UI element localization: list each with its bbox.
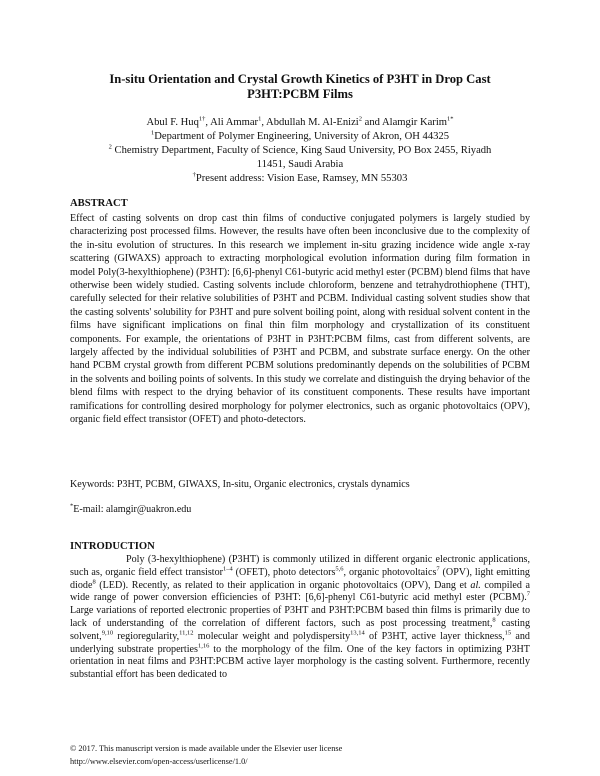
citation: 11,12 <box>179 629 194 637</box>
affiliation-1: $^1$Department of Polymer Engineering, University of Akron, OH 44325 <box>150 129 450 142</box>
abstract-body: Effect of casting solvents on drop cast thin films of conductive conjugated polymers is largely studied by characterizing post processed films. However, the results have often been inconclusive due to the complexity of the in-situ evolution of structures. In this research we implement in-situ grazing incidence wide angle x-ray scattering (GIWAXS) approach to extracting morphological evolution information during film formation in model Poly(3-hexylthiophene) (P3HT): [6,6]-phenyl C61-butyric acid methyl ester (PCBM) blend films that have otherwise been widely studied. Casting solvents include chloroform, benzene and tetrahydrothiophene (THT), carefully selected for their relative solubilities of P3HT and PCBM. Individual casting solvent studies show that the casting solvents' solubility for P3HT and pure solvent boiling point, along with residual solvent content in the films have significant implications on final thin film morphology and crystallization of its constituent components. For example, the orientations of P3HT in P3HT:PCBM films, cast from different solvents, are largely affected by the individual solubilities of P3HT and PCBM, and substrate surface energy. On the other hand PCBM crystal growth from different PCBM solutions predominantly depends on the solubilities of PCBM in the solvents and boiling points of solvents. In this study we correlate and distinguish the drying behavior of the blend films with respect to the drying behavior of its constituent components. These results have important ramifications for controlling desired morphology for polymer electronics, such as organic photovoltaics (OPV), organic field effect transistor (OFET) and photo-detectors. <box>70 213 531 426</box>
author-name: Abdullah M. Al-Enizi <box>266 117 359 128</box>
license-text: © 2017. This manuscript version is made available under the Elsevier user license <box>70 744 343 753</box>
author-marker: 1 <box>258 115 262 123</box>
citation: 7 <box>526 591 530 599</box>
affiliation-marker: 1 <box>150 129 155 137</box>
title-line-2: P3HT:PCBM Films <box>247 87 353 101</box>
citation: 7 <box>436 565 440 573</box>
email-text: E-mail: alamgir@uakron.edu <box>73 504 192 515</box>
abstract-heading: ABSTRACT <box>70 198 128 209</box>
email-marker: * <box>70 502 74 510</box>
corresponding-email <box>70 503 530 516</box>
citation: 8 <box>492 616 496 624</box>
title-line-1: In-situ Orientation and Crystal Growth Kinetics of P3HT in Drop Cast <box>109 72 491 86</box>
affiliation-marker: † <box>192 171 196 179</box>
author-marker: 2 <box>358 115 362 123</box>
citation: 8 <box>92 578 96 586</box>
affiliation-2: $^2$ Chemistry Department, Faculty of Science, King Saud University, PO Box 2455, Riyadh <box>108 143 492 156</box>
author-list: Abul F. Huq$^{1\dagger}$, Ali Ammar$^1$, Abdullah M. Al-Enizi$^2$ and Alamgir Karim$^{1*}$ <box>146 115 454 128</box>
author-name: Alamgir Karim <box>382 117 448 128</box>
introduction-body: Poly (3-hexylthiophene) (P3HT) is commonly utilized in different organic electronic applications, such as, organic field effect transistor$^{1-4}$ (OFET), photo detectors$^{5,6}$, organic photovoltaics$^7$ (OPV), light emitting diode$^8$ (LED). Recently, as related to their application in organic photovoltaics (OPV), Dang et al. compiled a wide range of power conversion efficiencies of P3HT: [6,6]-phenyl C61-butyric acid methyl ester (PCBM).$^7$ Large variations of reported electronic properties of P3HT and P3HT:PCBM based thin films is primarily due to lack of understanding of the correlation of different factors, such as post processing treatment,$^8$ casting solvent,$^{9,10}$ regioregularity,$^{11,12}$ molecular weight and polydispersity$^{13,14}$ of P3HT, active layer thickness,$^{15}$ and underlying substrate properties$^{1,16}$ to the morphology of the film. One of the key factors in optimizing P3HT orientation in neat films and P3HT:PCBM active layer morphology is the casting solvent. Furthermore, recently substantial effort has been dedicated to <box>70 554 531 681</box>
affiliation-2-cont: 11451, Saudi Arabia <box>256 159 344 170</box>
citation: 5,6 <box>335 565 344 573</box>
citation: 1,16 <box>197 642 210 650</box>
citation: 15 <box>504 629 512 637</box>
affiliation-marker: 2 <box>108 143 112 151</box>
citation: 13,14 <box>350 629 365 637</box>
license-footer <box>70 742 530 768</box>
author-marker: 1* <box>447 115 454 123</box>
author-block <box>70 116 530 186</box>
citation: 9,10 <box>101 629 114 637</box>
paper-title <box>70 72 530 102</box>
citation: 1–4 <box>222 565 233 573</box>
present-address: †Present address: Vision Ease, Ramsey, MN 55303 <box>192 171 408 184</box>
author-name: Abul F. Huq <box>146 117 199 128</box>
author-name: Ali Ammar <box>210 117 259 128</box>
keywords-line: Keywords: P3HT, PCBM, GIWAXS, In-situ, Organic electronics, crystals dynamics <box>70 479 410 490</box>
introduction-heading: INTRODUCTION <box>70 541 155 552</box>
license-url[interactable]: http://www.elsevier.com/open-access/userlicense/1.0/ <box>70 757 248 766</box>
author-marker: 1† <box>198 115 206 123</box>
